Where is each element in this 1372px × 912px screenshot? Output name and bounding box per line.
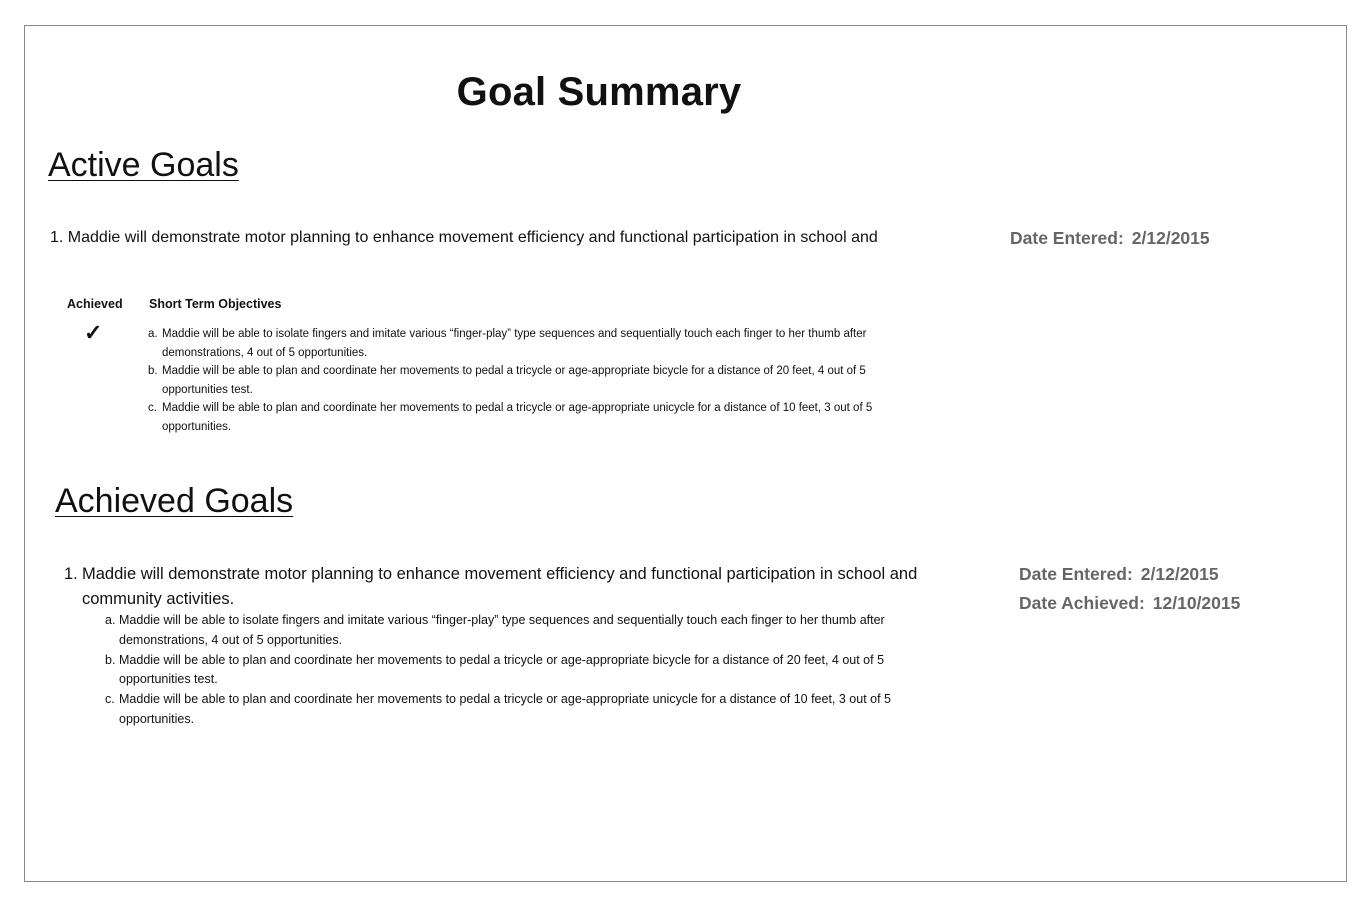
- achieved-date-entered-value: 2/12/2015: [1140, 564, 1219, 584]
- objective-text: Maddie will be able to isolate fingers and imitate various “finger-play” type sequences and sequentially touch each finger to her thumb after demonstrations, 4 out of 5 opportunities.: [119, 613, 885, 647]
- achieved-date-achieved-value: 12/10/2015: [1152, 593, 1241, 613]
- objective-text: Maddie will be able to plan and coordinate her movements to pedal a tricycle or age-appropriate unicycle for a distance of 10 feet, 3 out of 5 opportunities.: [162, 402, 873, 433]
- achieved-goal-1: [64, 562, 934, 611]
- achieved-date-achieved-label: Date Achieved:: [1019, 593, 1145, 613]
- achieved-goal-number: 1.: [64, 565, 78, 583]
- achieved-date-entered-label: Date Entered:: [1019, 564, 1133, 584]
- active-goal-text: Maddie will demonstrate motor planning to enhance movement efficiency and functional participation in school and: [67, 229, 878, 246]
- achieved-goals-heading: Achieved Goals: [55, 482, 294, 520]
- active-objectives-list: [148, 325, 928, 436]
- active-objective-c: [148, 399, 928, 436]
- active-goal-number: 1.: [50, 229, 64, 246]
- active-goals-heading: Active Goals: [48, 146, 239, 184]
- achieved-objective-c: [105, 690, 935, 730]
- achieved-checkmark-icon: ✓: [84, 320, 103, 345]
- active-date-entered-value: 2/12/2015: [1131, 228, 1210, 248]
- achieved-objectives-list: [105, 611, 935, 730]
- achieved-goal-text: Maddie will demonstrate motor planning to enhance movement efficiency and functional participation in school and community activities.: [82, 565, 918, 608]
- column-header-short-term-objectives: Short Term Objectives: [149, 297, 282, 311]
- objective-text: Maddie will be able to plan and coordinate her movements to pedal a tricycle or age-appropriate unicycle for a distance of 10 feet, 3 out of 5 opportunities.: [119, 692, 891, 726]
- achieved-date-entered: [1019, 564, 1219, 585]
- objective-text: Maddie will be able to isolate fingers and imitate various “finger-play” type sequences and sequentially touch each finger to her thumb after demonstrations, 4 out of 5 opportunities.: [162, 328, 867, 359]
- active-objective-a: [148, 325, 928, 362]
- objective-letter: c.: [148, 402, 157, 414]
- active-date-entered-label: Date Entered:: [1010, 228, 1124, 248]
- active-goal-1: [50, 229, 878, 247]
- objective-text: Maddie will be able to plan and coordinate her movements to pedal a tricycle or age-appropriate bicycle for a distance of 20 feet, 4 out of 5 opportunities test.: [162, 365, 866, 396]
- objective-letter: b.: [148, 365, 158, 377]
- objective-letter: c.: [105, 692, 115, 707]
- objective-letter: a.: [105, 613, 116, 627]
- objective-letter: a.: [148, 328, 158, 340]
- page-title: Goal Summary: [456, 70, 742, 114]
- achieved-date-achieved: [1019, 593, 1240, 614]
- active-objective-b: [148, 362, 928, 399]
- achieved-objective-a: [105, 611, 935, 651]
- objective-text: Maddie will be able to plan and coordinate her movements to pedal a tricycle or age-appropriate bicycle for a distance of 20 feet, 4 out of 5 opportunities test.: [119, 652, 885, 687]
- achieved-objective-b: [105, 651, 935, 691]
- active-date-entered: [1010, 228, 1210, 249]
- objective-letter: b.: [105, 652, 116, 667]
- column-header-achieved: Achieved: [67, 297, 123, 311]
